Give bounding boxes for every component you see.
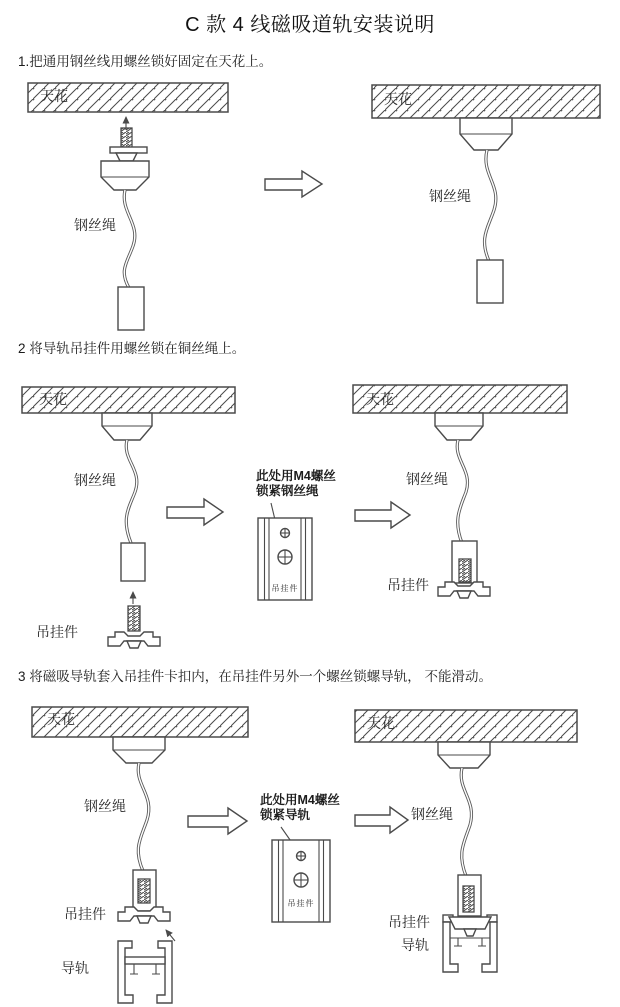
note-line1: 此处用M4螺丝 [260, 793, 340, 807]
wire-rope [457, 440, 467, 543]
track-label: 导轨 [401, 937, 429, 953]
wire-rope [126, 440, 137, 543]
step1-right-drawing [372, 85, 600, 303]
screw-head-icon [294, 873, 308, 887]
step1-left-drawing [28, 83, 228, 330]
screw-head-icon [281, 529, 290, 538]
page-title: C 款 4 线磁吸道轨安装说明 [185, 14, 435, 36]
ceiling-mount-cup [460, 118, 512, 150]
arrow-right-icon [167, 499, 223, 525]
ceiling-mount-cup [435, 413, 483, 440]
step2-instruction: 2 将导轨吊挂件用螺丝锁在铜丝绳上。 [18, 341, 246, 356]
ceiling-label: 天花 [384, 91, 412, 107]
ceiling-mount-cup [101, 161, 149, 190]
wire-rope [138, 763, 149, 871]
arrow-right-icon [355, 502, 410, 528]
hanger-inner-label: 吊挂件 [271, 584, 299, 593]
wire-end-block [121, 543, 145, 581]
m4-screw-note [256, 469, 336, 499]
step3-instruction: 3 将磁吸导轨套入吊挂件卡扣内，在吊挂件另外一个螺丝锁螺导轨， 不能滑动。 [18, 669, 493, 684]
note-line2: 锁紧钢丝绳 [256, 484, 319, 498]
step2-right-drawing [353, 385, 567, 598]
arrow-up-left-icon [166, 930, 175, 941]
screw-head-icon [297, 852, 306, 861]
note-line1: 此处用M4螺丝 [256, 469, 336, 483]
wire-rope-label: 钢丝绳 [74, 472, 116, 488]
wire-rope [485, 150, 496, 261]
track-profile [118, 941, 172, 1003]
ceiling-mount-cup [113, 737, 165, 763]
step3-left-drawing [32, 707, 248, 1003]
hanger-locked-on-rope [118, 870, 170, 923]
step1-instruction: 1.把通用钢丝线用螺丝锁好固定在天花上。 [18, 54, 273, 69]
track-label: 导轨 [61, 960, 89, 976]
step3-right-drawing [355, 710, 577, 972]
arrow-right-icon [188, 808, 247, 834]
ceiling-label: 天花 [39, 391, 67, 407]
wire-rope-label: 钢丝绳 [429, 188, 471, 204]
hanger-label: 吊挂件 [387, 577, 429, 593]
wire-rope [124, 190, 135, 288]
wire-end-block [118, 287, 144, 330]
hanger-front-view [272, 840, 330, 922]
note-line2: 锁紧导轨 [260, 808, 311, 822]
wire-rope-label: 钢丝绳 [406, 471, 448, 487]
hanger-part [108, 606, 160, 648]
ceiling-mount-cup [438, 742, 490, 768]
wire-rope-label: 钢丝绳 [84, 798, 126, 814]
ceiling-label: 天花 [366, 391, 394, 407]
hanger-locked-on-rope [438, 541, 490, 598]
hanger-label: 吊挂件 [388, 914, 430, 930]
wire-rope-label: 钢丝绳 [411, 806, 453, 822]
screw-with-washer [110, 128, 147, 161]
wire-rope-label: 钢丝绳 [74, 217, 116, 233]
hanger-label: 吊挂件 [64, 906, 106, 922]
arrow-right-icon [265, 171, 322, 197]
wire-rope [461, 768, 471, 876]
hanger-label: 吊挂件 [36, 624, 78, 640]
ceiling-label: 天花 [47, 711, 75, 727]
wire-end-block [477, 260, 503, 303]
m4-screw-note [260, 793, 340, 823]
ceiling-mount-cup [102, 413, 152, 440]
screw-head-icon [278, 550, 292, 564]
arrow-right-icon [355, 807, 408, 833]
hanger-inner-label: 吊挂件 [287, 899, 315, 908]
track-with-hanger-assembled [443, 875, 497, 972]
ceiling-label: 天花 [367, 715, 395, 731]
ceiling-label: 天花 [40, 88, 68, 104]
